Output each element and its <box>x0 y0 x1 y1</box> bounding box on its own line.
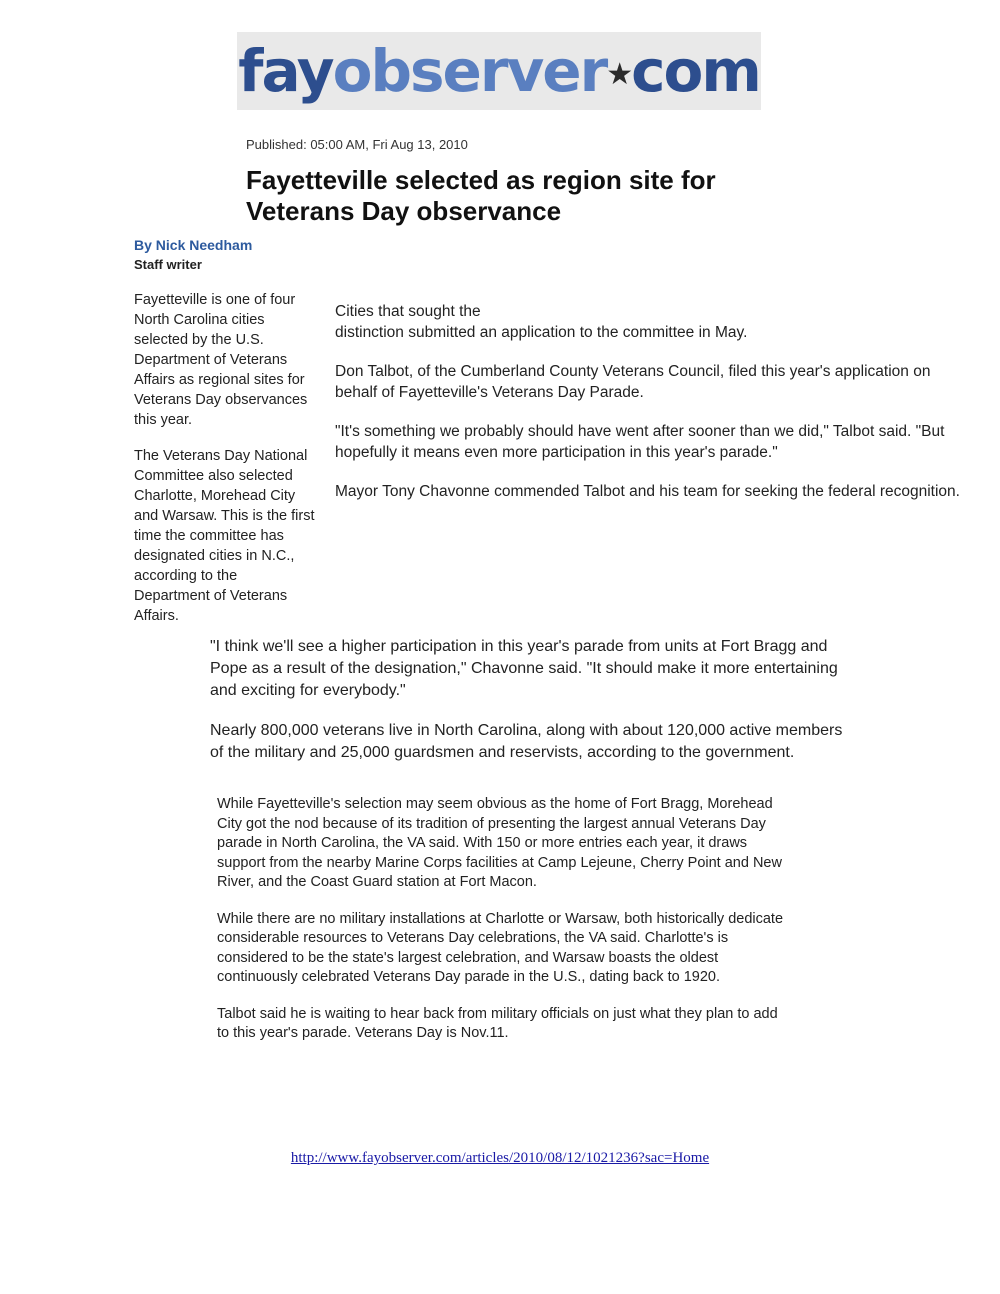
paragraph: Nearly 800,000 veterans live in North Carolina, along with about 120,000 active members of the military and 25,000 guardsmen and reservists, according to the government. <box>210 722 843 761</box>
paragraph: Fayetteville is one of four North Carolina cities selected by the U.S. Department of Veterans Affairs as regional sites for Veterans Day observances this year. <box>134 292 308 428</box>
logo-part-observer: observer <box>332 37 607 105</box>
paragraph: While Fayetteville's selection may seem obvious as the home of Fort Bragg, Morehead City got the nod because of its tradition of presenting the largest annual Veterans Day parade in North Carolina, the VA said. With 150 or more entries each year, it draws support from the nearby Marine Corps facilities at Camp Lejeune, Cherry Point and New River, and the Coast Guard station at Fort Macon. <box>217 796 782 890</box>
logo-part-com: com <box>631 37 760 105</box>
paragraph: "I think we'll see a higher participation in this year's parade from units at Fort Bragg and Pope as a result of the designation," Chavonne said. "It should make it more entertaining and exciting for everybody." <box>210 638 838 699</box>
headline-line-1: Fayetteville selected as region site for <box>246 165 716 195</box>
author-role: Staff writer <box>134 257 202 272</box>
left-column <box>134 290 316 642</box>
middle-block <box>210 636 860 782</box>
published-date: Published: 05:00 AM, Fri Aug 13, 2010 <box>246 137 468 152</box>
site-logo <box>237 32 761 110</box>
headline-line-2: Veterans Day observance <box>246 196 562 226</box>
lower-block <box>217 795 792 1061</box>
paragraph <box>335 301 960 343</box>
article-headline <box>246 165 806 227</box>
logo-wordmark <box>238 37 760 105</box>
logo-part-fay: fay <box>238 37 333 105</box>
paragraph: Don Talbot, of the Cumberland County Veterans Council, filed this year's application on behalf of Fayetteville's Veterans Day Parade. <box>335 363 931 401</box>
paragraph-line: Cities that sought the <box>335 303 481 320</box>
right-column <box>335 301 960 520</box>
source-url-link[interactable]: http://www.fayobserver.com/articles/2010/08/12/1021236?sac=Home <box>290 1150 710 1166</box>
star-icon: ★ <box>606 56 632 92</box>
paragraph: The Veterans Day National Committee also selected Charlotte, Morehead City and Warsaw. This is the first time the committee has designated cities in N.C., according to the Department of Veterans Affairs. <box>134 448 315 624</box>
paragraph: "It's something we probably should have went after sooner than we did," Talbot said. "But hopefully it means even more participation in this year's parade." <box>335 423 945 461</box>
paragraph-line: distinction submitted an application to the committee in May. <box>335 324 748 341</box>
paragraph: Talbot said he is waiting to hear back from military officials on just what they plan to add to this year's parade. Veterans Day is Nov.11. <box>217 1005 778 1041</box>
paragraph: While there are no military installations at Charlotte or Warsaw, both historically dedicate considerable resources to Veterans Day celebrations, the VA said. Charlotte's is considered to be the state's largest celebration, and Warsaw boasts the oldest continuously celebrated Veterans Day parade in the U.S., dating back to 1920. <box>217 910 784 985</box>
paragraph: Mayor Tony Chavonne commended Talbot and his team for seeking the federal recognition. <box>335 483 960 500</box>
author-byline: By Nick Needham <box>134 237 253 253</box>
